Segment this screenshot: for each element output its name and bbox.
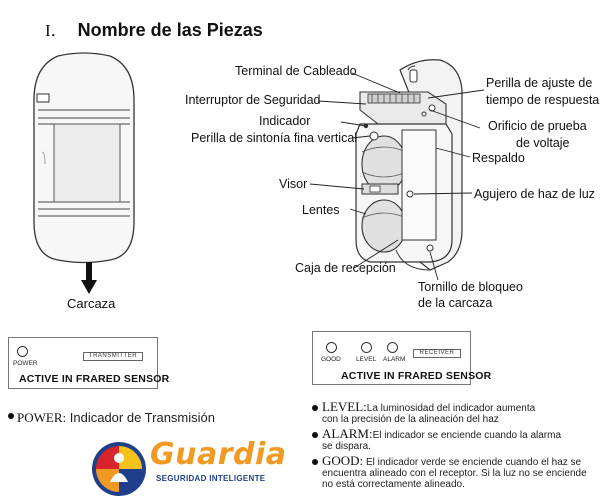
- power-key: POWER:: [17, 410, 67, 425]
- housing-caption: Carcaza: [67, 296, 116, 311]
- label-terminal: Terminal de Cableado: [235, 64, 357, 78]
- logo-wordmark: Guardia: [150, 437, 287, 472]
- alarm-text-1: El indicador se enciende cuando la alarma: [372, 430, 562, 441]
- receiver-tag: RECEIVER: [413, 349, 461, 358]
- transmitter-panel: [8, 337, 170, 389]
- level-led-icon: [361, 342, 372, 353]
- label-visor: Visor: [279, 177, 308, 191]
- label-orificio-line1: Orificio de prueba: [488, 119, 587, 133]
- section-title: Nombre de las Piezas: [77, 20, 263, 40]
- power-description: [17, 410, 215, 426]
- transmitter-tag: TRANSMITTER: [83, 352, 143, 361]
- section-number: I．: [45, 21, 68, 40]
- bullet-alarm: [312, 432, 318, 438]
- label-indicador: Indicador: [259, 114, 311, 128]
- transmitter-sensor-text: ACTIVE IN FRARED SENSOR: [19, 373, 170, 385]
- alarm-description: [322, 428, 592, 452]
- label-lentes: Lentes: [302, 203, 340, 217]
- level-text-2: con la precisión de la alineación del haz: [322, 414, 499, 425]
- good-description: [322, 455, 598, 490]
- alarm-led-label: ALARM: [383, 356, 406, 363]
- label-agujero: Agujero de haz de luz: [474, 187, 595, 201]
- level-led-label: LEVEL: [356, 356, 377, 363]
- good-key: GOOD:: [322, 453, 364, 468]
- guardia-logo-icon: [90, 440, 148, 498]
- power-text: Indicador de Transmisión: [69, 410, 215, 425]
- label-perilla-vertical: Perilla de sintonía fina vertical: [191, 131, 358, 145]
- receiver-panel: [312, 331, 492, 385]
- level-key: LEVEL:: [322, 399, 367, 414]
- bullet-power: [8, 413, 14, 419]
- power-led-icon: [17, 346, 28, 357]
- good-led-label: GOOD: [321, 356, 341, 363]
- label-orificio-line2: de voltaje: [516, 136, 570, 150]
- label-perilla-ajuste-line2: tiempo de respuesta: [486, 93, 600, 107]
- logo-tagline: SEGURIDAD INTELIGENTE: [156, 474, 266, 483]
- label-respaldo: Respaldo: [472, 151, 525, 165]
- label-perilla-ajuste-line1: Perilla de ajuste de: [486, 76, 593, 90]
- bullet-level: [312, 405, 318, 411]
- alarm-key: ALARM:: [322, 426, 373, 441]
- power-led-label: POWER: [13, 360, 38, 367]
- good-text-2: encuentra alineado con el receptor. Si la luz no se enciende: [322, 468, 587, 479]
- level-description: [322, 401, 592, 425]
- good-led-icon: [326, 342, 337, 353]
- label-tornillo-line2: de la carcaza: [418, 296, 493, 310]
- label-interruptor: Interruptor de Seguridad: [185, 93, 321, 107]
- bullet-good: [312, 459, 318, 465]
- level-text-1: La luminosidad del indicador aumenta: [366, 403, 536, 414]
- good-text-1: El indicador verde se enciende cuando el haz se: [365, 457, 582, 468]
- alarm-text-2: se dispara.: [322, 441, 371, 452]
- label-caja: Caja de recepción: [295, 261, 396, 275]
- label-tornillo-line1: Tornillo de bloqueo: [418, 280, 523, 294]
- receiver-sensor-text: ACTIVE IN FRARED SENSOR: [341, 370, 492, 382]
- good-text-3: no está correctamente alineado.: [322, 479, 465, 490]
- alarm-led-icon: [387, 342, 398, 353]
